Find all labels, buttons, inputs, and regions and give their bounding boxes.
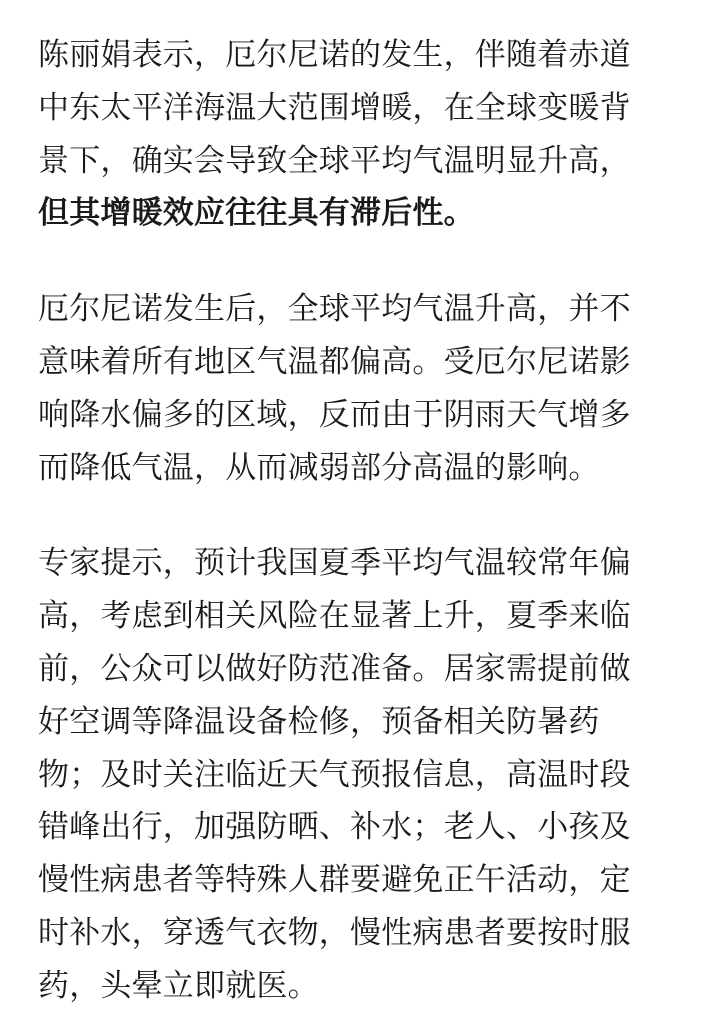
text-line: 而降低气温，从而减弱部分高温的影响。 (38, 449, 600, 486)
text-line: 慢性病患者等特殊人群要避免正午活动，定 (38, 862, 631, 899)
text-line: 前，公众可以做好防范准备。居家需提前做 (38, 650, 631, 687)
text-line: 响降水偏多的区域，反而由于阴雨天气增多 (38, 396, 631, 433)
text-line: 药，头晕立即就医。 (38, 967, 319, 1004)
text-line: 好空调等降温设备检修，预备相关防暑药 (38, 703, 600, 740)
text-line: 高，考虑到相关风险在显著上升，夏季来临 (38, 598, 631, 635)
paragraph-1 (38, 29, 688, 240)
text-line: 时补水，穿透气衣物，慢性病患者要按时服 (38, 914, 631, 951)
bold-text-line: 但其增暖效应往往具有滞后性。 (38, 195, 475, 232)
text-line: 意味着所有地区气温都偏高。受厄尔尼诺影 (38, 343, 631, 380)
text-line: 陈丽娟表示，厄尔尼诺的发生，伴随着赤道 (38, 37, 631, 73)
paragraph-2 (38, 283, 688, 494)
text-line: 景下，确实会导致全球平均气温明显升高， (38, 142, 631, 179)
text-line: 物；及时关注临近天气预报信息，高温时段 (38, 756, 631, 793)
text-line: 专家提示，预计我国夏季平均气温较常年偏 (38, 545, 631, 582)
text-line: 厄尔尼诺发生后，全球平均气温升高，并不 (38, 291, 631, 328)
paragraph-3 (38, 537, 688, 1012)
text-line: 错峰出行，加强防晒、补水；老人、小孩及 (38, 809, 631, 846)
text-line: 中东太平洋海温大范围增暖，在全球变暖背 (38, 89, 631, 126)
